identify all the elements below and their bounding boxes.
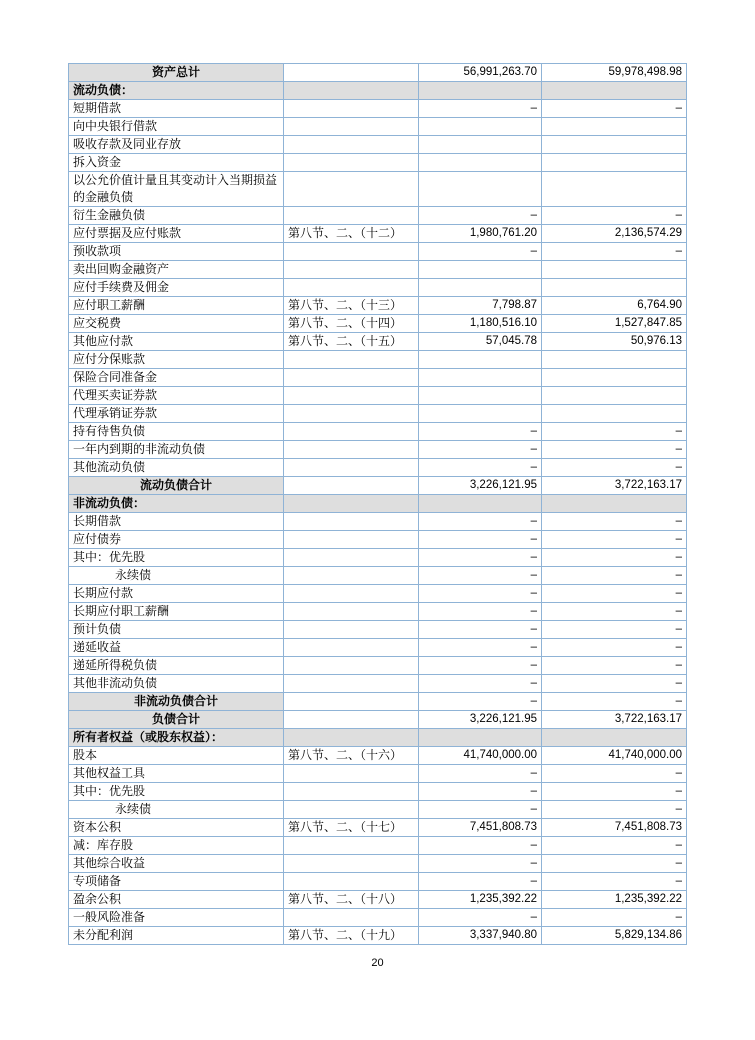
table-row	[69, 855, 687, 873]
prior-period-cell	[542, 118, 687, 136]
table-row	[69, 100, 687, 118]
prior-period-cell: –	[542, 675, 687, 693]
prior-period-cell: –	[542, 513, 687, 531]
section-header-row	[69, 495, 687, 513]
prior-period-cell	[542, 729, 687, 747]
table-row	[69, 621, 687, 639]
prior-period-cell: –	[542, 567, 687, 585]
prior-period-cell: 3,722,163.17	[542, 477, 687, 495]
current-period-cell: –	[419, 909, 542, 927]
current-period-cell: 1,980,761.20	[419, 225, 542, 243]
prior-period-cell: –	[542, 621, 687, 639]
prior-period-cell: 6,764.90	[542, 297, 687, 315]
note-ref-cell	[284, 369, 419, 387]
table-row	[69, 118, 687, 136]
item-label-cell: 应付手续费及佣金	[69, 279, 284, 297]
current-period-cell: –	[419, 423, 542, 441]
item-label-cell: 其中：优先股	[69, 549, 284, 567]
note-ref-cell	[284, 513, 419, 531]
current-period-cell: –	[419, 567, 542, 585]
note-ref-cell	[284, 279, 419, 297]
note-ref-cell: 第八节、二、（十八）	[284, 891, 419, 909]
note-ref-cell	[284, 477, 419, 495]
prior-period-cell	[542, 136, 687, 154]
prior-period-cell: 7,451,808.73	[542, 819, 687, 837]
item-label-cell: 一般风险准备	[69, 909, 284, 927]
item-label-cell: 其中：优先股	[69, 783, 284, 801]
note-ref-cell: 第八节、二、（十三）	[284, 297, 419, 315]
note-ref-cell	[284, 441, 419, 459]
item-label-cell: 未分配利润	[69, 927, 284, 945]
table-row	[69, 225, 687, 243]
prior-period-cell	[542, 405, 687, 423]
current-period-cell: 41,740,000.00	[419, 747, 542, 765]
table-row	[69, 783, 687, 801]
total-row	[69, 711, 687, 729]
item-label-cell: 永续债	[69, 801, 284, 819]
table-row	[69, 136, 687, 154]
note-ref-cell	[284, 64, 419, 82]
note-ref-cell	[284, 729, 419, 747]
prior-period-cell	[542, 387, 687, 405]
table-row	[69, 172, 687, 207]
prior-period-cell: –	[542, 531, 687, 549]
item-label-cell: 股本	[69, 747, 284, 765]
note-ref-cell: 第八节、二、（十四）	[284, 315, 419, 333]
current-period-cell: –	[419, 675, 542, 693]
table-row	[69, 765, 687, 783]
current-period-cell: –	[419, 837, 542, 855]
prior-period-cell	[542, 279, 687, 297]
note-ref-cell	[284, 387, 419, 405]
note-ref-cell	[284, 909, 419, 927]
item-label-cell: 应付职工薪酬	[69, 297, 284, 315]
item-label-cell: 长期应付款	[69, 585, 284, 603]
note-ref-cell	[284, 243, 419, 261]
prior-period-cell: 5,829,134.86	[542, 927, 687, 945]
prior-period-cell: –	[542, 657, 687, 675]
table-row	[69, 423, 687, 441]
prior-period-cell: –	[542, 549, 687, 567]
item-label-cell: 非流动负债：	[69, 495, 284, 513]
item-label-cell: 资本公积	[69, 819, 284, 837]
note-ref-cell	[284, 100, 419, 118]
current-period-cell	[419, 351, 542, 369]
current-period-cell: –	[419, 639, 542, 657]
item-label-cell: 吸收存款及同业存放	[69, 136, 284, 154]
prior-period-cell: –	[542, 423, 687, 441]
note-ref-cell	[284, 459, 419, 477]
note-ref-cell: 第八节、二、（十二）	[284, 225, 419, 243]
current-period-cell: 57,045.78	[419, 333, 542, 351]
table-row	[69, 657, 687, 675]
item-label-cell: 负债合计	[69, 711, 284, 729]
current-period-cell	[419, 729, 542, 747]
prior-period-cell: –	[542, 837, 687, 855]
table-row	[69, 747, 687, 765]
item-label-cell: 保险合同准备金	[69, 369, 284, 387]
table-row	[69, 405, 687, 423]
current-period-cell	[419, 154, 542, 172]
table-row	[69, 333, 687, 351]
note-ref-cell	[284, 693, 419, 711]
table-row	[69, 603, 687, 621]
prior-period-cell: 2,136,574.29	[542, 225, 687, 243]
current-period-cell	[419, 136, 542, 154]
item-label-cell: 盈余公积	[69, 891, 284, 909]
prior-period-cell: –	[542, 459, 687, 477]
prior-period-cell: –	[542, 585, 687, 603]
prior-period-cell: –	[542, 765, 687, 783]
current-period-cell: –	[419, 441, 542, 459]
table-row	[69, 837, 687, 855]
item-label-cell: 非流动负债合计	[69, 693, 284, 711]
note-ref-cell	[284, 154, 419, 172]
item-label-cell: 持有待售负债	[69, 423, 284, 441]
item-label-cell: 长期借款	[69, 513, 284, 531]
table-row	[69, 585, 687, 603]
prior-period-cell: 41,740,000.00	[542, 747, 687, 765]
table-row	[69, 675, 687, 693]
prior-period-cell: 59,978,498.98	[542, 64, 687, 82]
note-ref-cell	[284, 549, 419, 567]
current-period-cell: –	[419, 243, 542, 261]
prior-period-cell	[542, 369, 687, 387]
current-period-cell: 3,226,121.95	[419, 711, 542, 729]
note-ref-cell	[284, 207, 419, 225]
table-row	[69, 369, 687, 387]
note-ref-cell: 第八节、二、（十六）	[284, 747, 419, 765]
note-ref-cell: 第八节、二、（十七）	[284, 819, 419, 837]
table-row	[69, 819, 687, 837]
current-period-cell	[419, 261, 542, 279]
current-period-cell: –	[419, 855, 542, 873]
current-period-cell: –	[419, 585, 542, 603]
item-label-cell: 其他流动负债	[69, 459, 284, 477]
balance-sheet-table	[68, 63, 687, 945]
total-row	[69, 477, 687, 495]
current-period-cell	[419, 387, 542, 405]
item-label-cell: 预收款项	[69, 243, 284, 261]
item-label-cell: 代理买卖证券款	[69, 387, 284, 405]
item-label-cell: 减：库存股	[69, 837, 284, 855]
item-label-cell: 代理承销证券款	[69, 405, 284, 423]
prior-period-cell: –	[542, 603, 687, 621]
total-row	[69, 693, 687, 711]
current-period-cell	[419, 118, 542, 136]
table-row	[69, 261, 687, 279]
table-row	[69, 207, 687, 225]
note-ref-cell	[284, 136, 419, 154]
section-header-row	[69, 82, 687, 100]
current-period-cell: 1,235,392.22	[419, 891, 542, 909]
table-row	[69, 909, 687, 927]
current-period-cell: 3,337,940.80	[419, 927, 542, 945]
table-row	[69, 297, 687, 315]
note-ref-cell	[284, 873, 419, 891]
table-row	[69, 459, 687, 477]
section-header-row	[69, 729, 687, 747]
prior-period-cell: –	[542, 100, 687, 118]
item-label-cell: 衍生金融负债	[69, 207, 284, 225]
item-label-cell: 应付债券	[69, 531, 284, 549]
prior-period-cell: –	[542, 639, 687, 657]
item-label-cell: 一年内到期的非流动负债	[69, 441, 284, 459]
current-period-cell: –	[419, 549, 542, 567]
prior-period-cell	[542, 351, 687, 369]
current-period-cell: –	[419, 531, 542, 549]
current-period-cell: 1,180,516.10	[419, 315, 542, 333]
current-period-cell: 3,226,121.95	[419, 477, 542, 495]
current-period-cell	[419, 369, 542, 387]
table-row	[69, 351, 687, 369]
prior-period-cell: –	[542, 783, 687, 801]
table-row	[69, 639, 687, 657]
current-period-cell	[419, 172, 542, 207]
table-row	[69, 927, 687, 945]
note-ref-cell	[284, 531, 419, 549]
current-period-cell: 7,451,808.73	[419, 819, 542, 837]
item-label-cell: 流动负债合计	[69, 477, 284, 495]
table-row	[69, 387, 687, 405]
note-ref-cell	[284, 567, 419, 585]
item-label-cell: 应付分保账款	[69, 351, 284, 369]
item-label-cell: 其他权益工具	[69, 765, 284, 783]
prior-period-cell: 50,976.13	[542, 333, 687, 351]
current-period-cell	[419, 495, 542, 513]
note-ref-cell	[284, 783, 419, 801]
prior-period-cell: 3,722,163.17	[542, 711, 687, 729]
note-ref-cell	[284, 711, 419, 729]
current-period-cell: 7,798.87	[419, 297, 542, 315]
current-period-cell: –	[419, 783, 542, 801]
table-row	[69, 567, 687, 585]
table-row	[69, 279, 687, 297]
table-row	[69, 549, 687, 567]
item-label-cell: 所有者权益（或股东权益）：	[69, 729, 284, 747]
note-ref-cell	[284, 351, 419, 369]
item-label-cell: 向中央银行借款	[69, 118, 284, 136]
note-ref-cell	[284, 621, 419, 639]
item-label-cell: 短期借款	[69, 100, 284, 118]
prior-period-cell: –	[542, 441, 687, 459]
item-label-cell: 资产总计	[69, 64, 284, 82]
current-period-cell: –	[419, 513, 542, 531]
note-ref-cell	[284, 639, 419, 657]
prior-period-cell: 1,527,847.85	[542, 315, 687, 333]
prior-period-cell	[542, 495, 687, 513]
current-period-cell: –	[419, 657, 542, 675]
table-row	[69, 315, 687, 333]
page-number: 20	[371, 957, 384, 969]
prior-period-cell: –	[542, 801, 687, 819]
current-period-cell: –	[419, 801, 542, 819]
note-ref-cell	[284, 82, 419, 100]
item-label-cell: 卖出回购金融资产	[69, 261, 284, 279]
current-period-cell: –	[419, 459, 542, 477]
prior-period-cell	[542, 172, 687, 207]
item-label-cell: 其他应付款	[69, 333, 284, 351]
note-ref-cell	[284, 172, 419, 207]
table-row	[69, 873, 687, 891]
note-ref-cell	[284, 801, 419, 819]
note-ref-cell: 第八节、二、（十五）	[284, 333, 419, 351]
item-label-cell: 递延所得税负债	[69, 657, 284, 675]
table-row	[69, 154, 687, 172]
note-ref-cell	[284, 837, 419, 855]
item-label-cell: 其他综合收益	[69, 855, 284, 873]
current-period-cell: –	[419, 207, 542, 225]
current-period-cell: –	[419, 603, 542, 621]
item-label-cell: 预计负债	[69, 621, 284, 639]
prior-period-cell: –	[542, 909, 687, 927]
note-ref-cell	[284, 261, 419, 279]
table-row	[69, 801, 687, 819]
prior-period-cell: –	[542, 207, 687, 225]
item-label-cell: 以公允价值计量且其变动计入当期损益的金融负债	[69, 172, 284, 207]
table-row	[69, 531, 687, 549]
current-period-cell	[419, 405, 542, 423]
note-ref-cell	[284, 765, 419, 783]
note-ref-cell	[284, 585, 419, 603]
total-row	[69, 64, 687, 82]
item-label-cell: 递延收益	[69, 639, 284, 657]
note-ref-cell	[284, 657, 419, 675]
current-period-cell: –	[419, 100, 542, 118]
item-label-cell: 拆入资金	[69, 154, 284, 172]
note-ref-cell	[284, 118, 419, 136]
item-label-cell: 长期应付职工薪酬	[69, 603, 284, 621]
current-period-cell: –	[419, 873, 542, 891]
item-label-cell: 永续债	[69, 567, 284, 585]
current-period-cell: –	[419, 765, 542, 783]
table-row	[69, 513, 687, 531]
table-row	[69, 243, 687, 261]
note-ref-cell	[284, 603, 419, 621]
note-ref-cell	[284, 855, 419, 873]
prior-period-cell: –	[542, 855, 687, 873]
item-label-cell: 其他非流动负债	[69, 675, 284, 693]
note-ref-cell	[284, 495, 419, 513]
current-period-cell: –	[419, 621, 542, 639]
prior-period-cell	[542, 154, 687, 172]
prior-period-cell	[542, 82, 687, 100]
prior-period-cell	[542, 261, 687, 279]
item-label-cell: 流动负债：	[69, 82, 284, 100]
current-period-cell: 56,991,263.70	[419, 64, 542, 82]
current-period-cell	[419, 279, 542, 297]
note-ref-cell	[284, 405, 419, 423]
prior-period-cell: –	[542, 243, 687, 261]
current-period-cell	[419, 82, 542, 100]
note-ref-cell	[284, 675, 419, 693]
item-label-cell: 应交税费	[69, 315, 284, 333]
item-label-cell: 应付票据及应付账款	[69, 225, 284, 243]
table-row	[69, 441, 687, 459]
note-ref-cell: 第八节、二、（十九）	[284, 927, 419, 945]
prior-period-cell: –	[542, 873, 687, 891]
prior-period-cell: 1,235,392.22	[542, 891, 687, 909]
current-period-cell: –	[419, 693, 542, 711]
item-label-cell: 专项储备	[69, 873, 284, 891]
table-row	[69, 891, 687, 909]
prior-period-cell: –	[542, 693, 687, 711]
note-ref-cell	[284, 423, 419, 441]
